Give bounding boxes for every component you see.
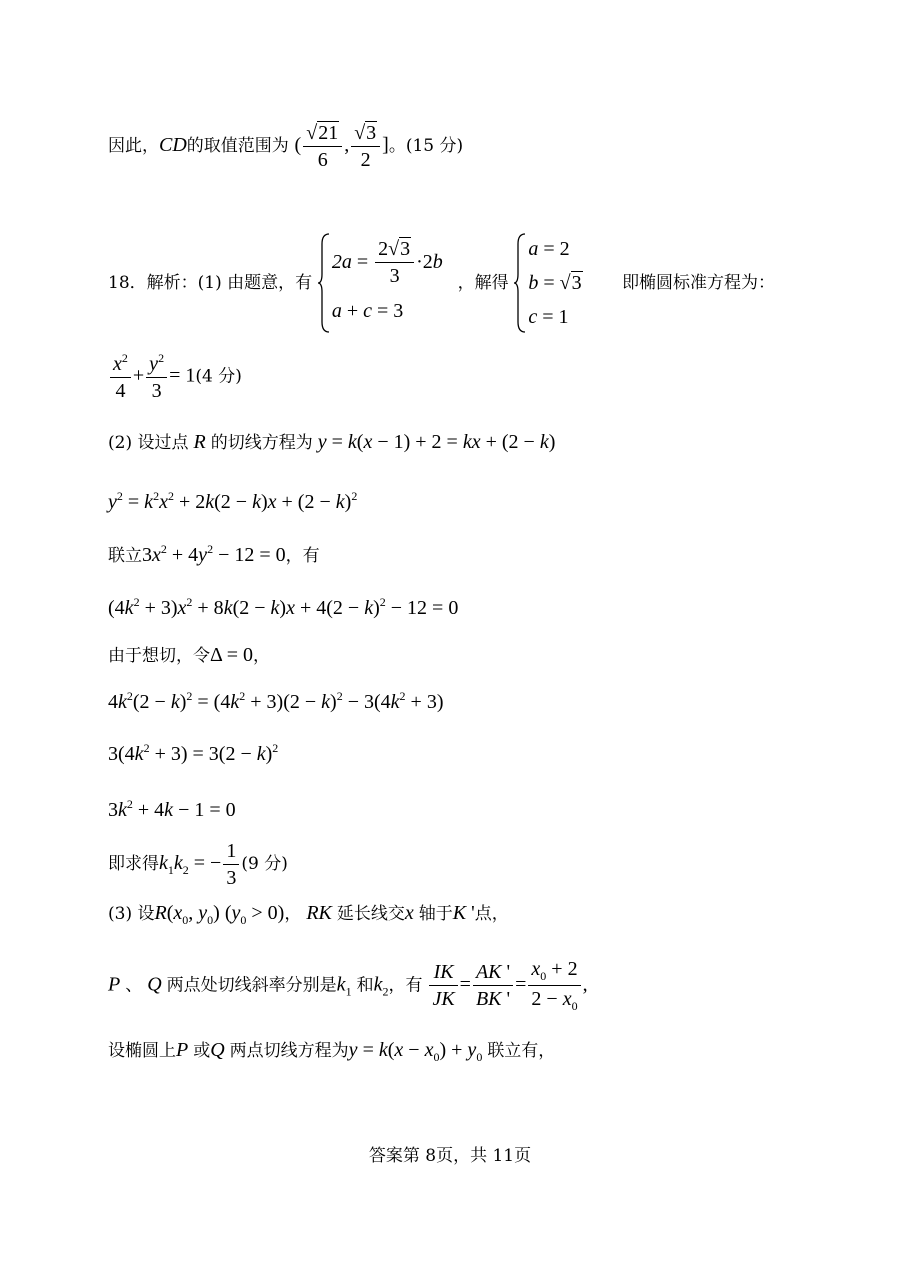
k-product-line: 即求得$k_1k_2$ = − $\frac{1}{3}$ (9 分) bbox=[108, 840, 288, 889]
simplified-eq: $3(4k^2 + 3) = 3(2 - k)^2$ bbox=[108, 741, 279, 765]
text-dun: 、 bbox=[125, 975, 143, 996]
text-yinci: 因此， bbox=[108, 136, 159, 157]
part3-intro: (3) 设 bbox=[108, 904, 155, 924]
slopes-have: ，有 bbox=[388, 975, 423, 996]
text-range: 的取值范围为 bbox=[186, 136, 289, 157]
combine-label: 联立 bbox=[108, 546, 142, 566]
discriminant-line: 由于想切，令Δ = 0， bbox=[108, 644, 271, 666]
part3-extend: 延长线交 bbox=[336, 904, 405, 924]
part3-setup: (3) 设$R(x_0$, $y_0$) $(y_0 > 0)$， RK 延长线交x 轴于K '点， bbox=[108, 902, 509, 927]
ellipse-equation: $\frac{x^2}{4}$ + $\frac{y^2}{3}$ = 1(4 分) bbox=[108, 352, 242, 402]
problem-18-line bbox=[108, 232, 775, 334]
last-combine: 联立有， bbox=[487, 1041, 556, 1061]
system-solution: a = 2 b = √3 c = 1 bbox=[514, 232, 598, 334]
slopes-and: 和 bbox=[356, 975, 374, 996]
part2-intro2: 的切线方程为 bbox=[210, 433, 313, 453]
page-footer: 答案第 8页，共 11页 bbox=[368, 1146, 532, 1166]
tangent-cond-label: 由于想切，令 bbox=[108, 646, 210, 666]
var-cd: CD bbox=[159, 134, 187, 157]
part3-comma: ， bbox=[284, 904, 302, 924]
cd-range-line bbox=[108, 122, 463, 171]
score-note-15: 。(15 分) bbox=[388, 136, 464, 157]
last-intro: 设椭圆上 bbox=[108, 1041, 176, 1061]
part3-point: 点， bbox=[474, 904, 509, 924]
score-note-4: (4 分) bbox=[195, 366, 242, 387]
tangent-pq-line: 设椭圆上P 或Q 两点切线方程为$y = k(x - x_0) + y_0$ 联立有， bbox=[108, 1039, 556, 1064]
text-ellipse-standard: 即椭圆标准方程为： bbox=[622, 273, 776, 293]
part2-intro: (2) 设过点 bbox=[108, 433, 189, 453]
part1-intro: (1) 由题意，有 bbox=[197, 273, 313, 293]
quadratic-eq: $(4k^2 + 3)x^2 + 8k(2 - k)x + 4(2 - k)^2 - 12 = 0$ bbox=[108, 595, 459, 619]
cd-range-interval: ( $\frac{√21}{6}$ , $\frac{√3}{2}$ ] bbox=[294, 122, 389, 171]
k-quadratic-eq: $3k^2 + 4k - 1 = 0$ bbox=[108, 797, 236, 821]
discriminant-eq: $4k^2(2 - k)^2 = (4k^2 + 3)(2 - k)^2 - 3(4k^2 + 3)$ bbox=[108, 689, 444, 713]
last-eq-label: 两点切线方程为 bbox=[229, 1041, 349, 1061]
tangent-line-eq: (2) 设过点 R 的切线方程为 y = k(x − 1) + 2 = kx + (2 − k) bbox=[108, 431, 556, 453]
combine-eq: 联立$3x^2 + 4y^2 - 12 = 0$，有 bbox=[108, 542, 320, 566]
score-note-9: (9 分) bbox=[241, 854, 288, 875]
last-or: 或 bbox=[193, 1041, 211, 1061]
result-label: 即求得 bbox=[108, 854, 159, 875]
slopes-text: 两点处切线斜率分别是 bbox=[166, 975, 337, 996]
y-squared-eq: $y^2 = k^2x^2 + 2k(2 - k)x + (2 - k)^2$ bbox=[108, 489, 358, 513]
slopes-ratio-line: P 、 Q 两点处切线斜率分别是$k_1$ 和$k_2$，有 $\frac{IK}{JK}$ = $\frac{AK '}{BK '}$ = $\frac{x_0 + 2}{2 - x_0}$ , bbox=[108, 958, 588, 1014]
problem-18-label: 18．解析： bbox=[108, 273, 198, 293]
text-solved: ，解得 bbox=[457, 273, 509, 293]
tangent-cond-tail: ， bbox=[253, 646, 271, 666]
combine-tail: ，有 bbox=[285, 546, 320, 566]
system-given: 2a = $\frac{2√3}{3}$ ·2 b a + c = 3 bbox=[318, 232, 452, 334]
part3-axis: 轴于 bbox=[418, 904, 453, 924]
